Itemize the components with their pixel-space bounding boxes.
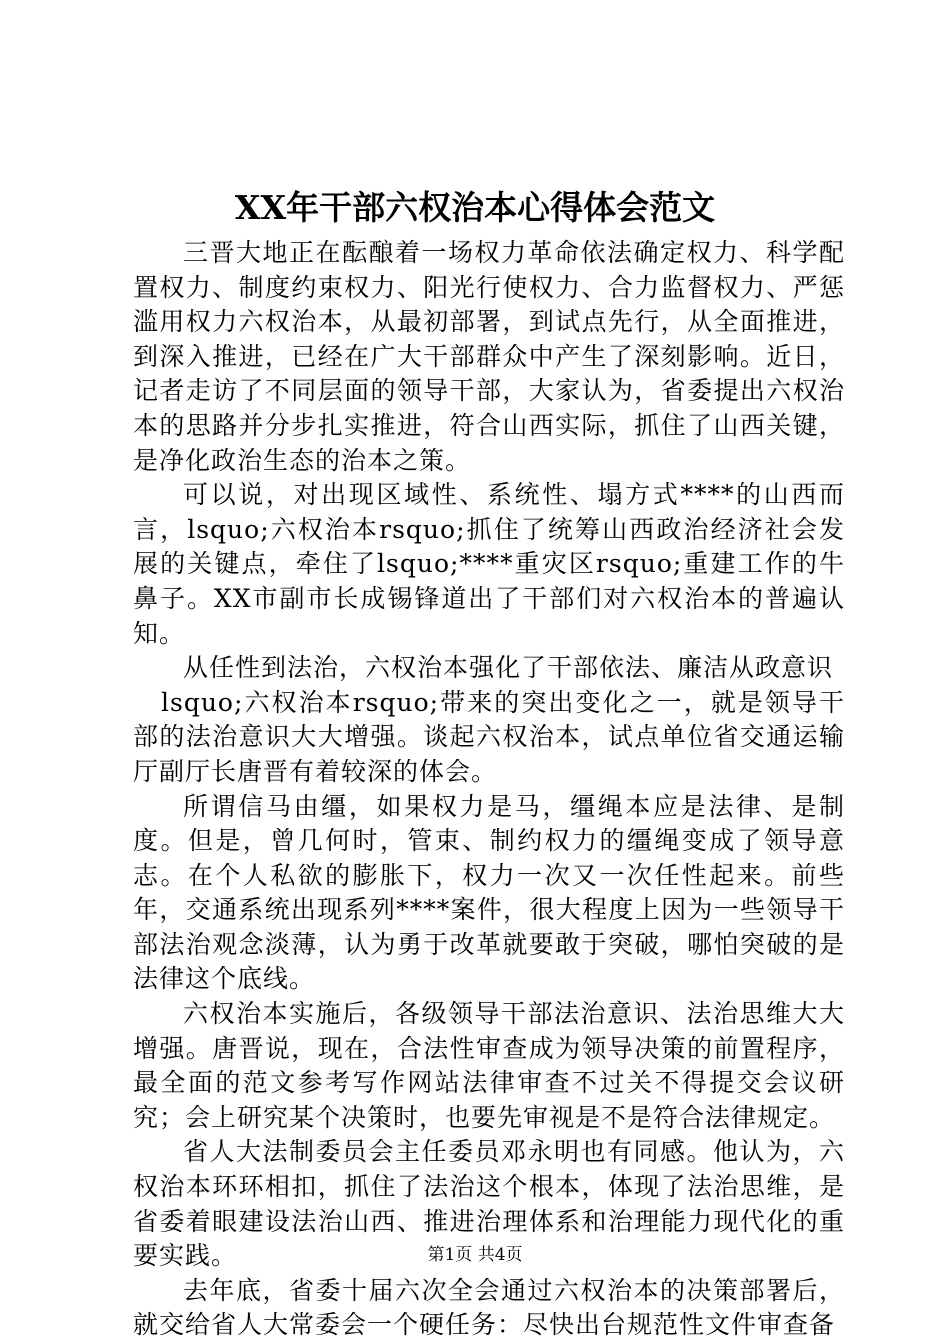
paragraph: 可以说，对出现区域性、系统性、塌方式****的山西而言，lsquo;六权治本rsquo;抓住了统筹山西政治经济社会发展的关键点，牵住了lsquo;****重灾区rsquo;重建工作的牛鼻子。XX市副市长成锡锋道出了干部们对六权治本的普遍认知。: [133, 480, 845, 648]
paragraph: 去年底，省委十届六次全会通过六权治本的决策部署后，就交给省人大常委会一个硬任务：尽快出台规范性文件审查备: [133, 1275, 845, 1340]
paragraph-heading: 从任性到法治，六权治本强化了干部依法、廉洁从政意识: [183, 653, 834, 683]
paragraph: 所谓信马由缰，如果权力是马，缰绳本应是法律、是制度。但是，曾几何时，管束、制约权力的缰绳变成了领导意志。在个人私欲的膨胀下，权力一次又一次任性起来。前些年，交通系统出现系列****案件，很大程度上因为一些领导干部法治观念淡薄，认为勇于改革就要敢于突破，哪怕突破的是法律这个底线。: [133, 791, 845, 994]
document-title: XX年干部六权治本心得体会范文: [234, 188, 716, 227]
document-body: [133, 236, 845, 1343]
paragraph: 省人大法制委员会主任委员邓永明也有同感。他认为，六权治本环环相扣，抓住了法治这个根本，体现了法治思维，是省委着眼建设法治山西、推进治理体系和治理能力现代化的重要实践。: [133, 1137, 845, 1271]
paragraph: 六权治本实施后，各级领导干部法治意识、法治思维大大增强。唐晋说，现在，合法性审查成为领导决策的前置程序，最全面的范文参考写作网站法律审查不过关不得提交会议研究；会上研究某个决策时，也要先审视是不是符合法律规定。: [133, 999, 845, 1132]
paragraph: lsquo;六权治本rsquo;带来的突出变化之一，就是领导干部的法治意识大大增强。谈起六权治本，试点单位省交通运输厅副厅长唐晋有着较深的体会。: [133, 687, 845, 786]
page-footer: 第1页 共4页: [427, 1245, 523, 1265]
paragraph: 三晋大地正在酝酿着一场权力革命依法确定权力、科学配置权力、制度约束权力、阳光行使权力、合力监督权力、严惩滥用权力六权治本，从最初部署，到试点先行，从全面推进，到深入推进，已经在广大干部群众中产生了深刻影响。近日，记者走访了不同层面的领导干部，大家认为，省委提出六权治本的思路并分步扎实推进，符合山西实际，抓住了山西关键，是净化政治生态的治本之策。: [133, 238, 845, 475]
